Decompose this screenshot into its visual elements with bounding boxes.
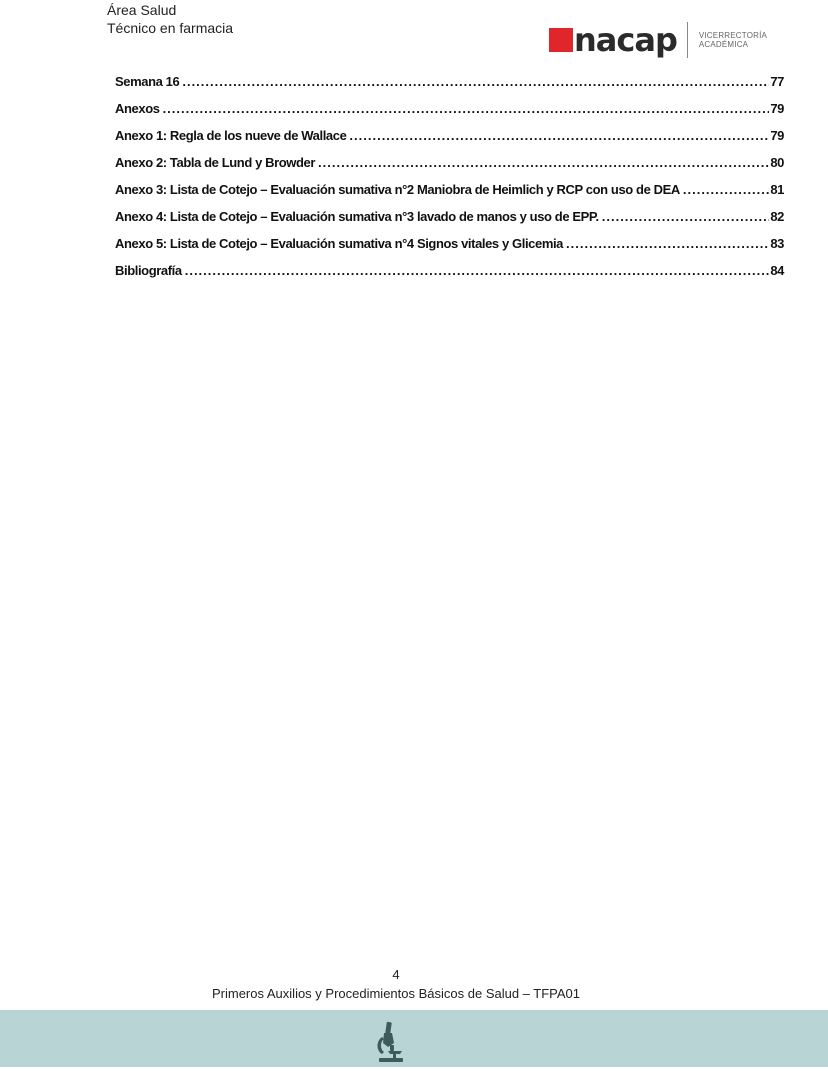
logo-divider [687,22,688,58]
toc-entry-page: 84 [770,263,784,278]
toc-entry[interactable] [115,236,784,263]
toc-entry-title: Anexos [115,101,160,116]
toc-entry[interactable] [115,263,784,290]
microscope-icon [374,1021,406,1063]
toc-entry-title: Anexo 1: Regla de los nueve de Wallace [115,128,347,143]
page-number: 4 [392,967,400,982]
toc-entry-title: Anexo 3: Lista de Cotejo – Evaluación sumativa n°2 Maniobra de Heimlich y RCP con uso de DEA [115,182,680,197]
program-label: Técnico en farmacia [107,20,234,36]
toc-entry-page: 81 [770,182,784,197]
toc-entry-title: Bibliografía [115,263,182,278]
toc-entry-title: Semana 16 [115,74,180,89]
toc-entry[interactable] [115,74,784,101]
toc-leader-dots [185,263,770,278]
inacap-logo [549,20,767,60]
footer-band [0,1010,828,1067]
toc-entry-page: 79 [770,128,784,143]
toc-leader-dots [602,209,770,224]
toc-entry-page: 77 [770,74,784,89]
toc-entry[interactable] [115,155,784,182]
toc-leader-dots [683,182,769,197]
toc-entry[interactable] [115,209,784,236]
document-header [107,1,233,37]
toc-entry-page: 80 [770,155,784,170]
toc-entry[interactable] [115,182,784,209]
toc-leader-dots [349,128,769,143]
toc-entry-page: 83 [770,236,784,251]
course-title: Primeros Auxilios y Procedimientos Básicos de Salud – TFPA01 [211,986,581,1001]
toc-entry-title: Anexo 2: Tabla de Lund y Browder [115,155,316,170]
logo-subtitle [699,31,767,49]
logo-subtitle-line1: VICERRECTORÍA [698,31,768,40]
toc-leader-dots [318,155,769,170]
toc-leader-dots [163,101,770,116]
logo-subtitle-line2: ACADÉMICA [698,40,749,49]
toc-entry[interactable] [115,101,784,128]
toc-entry-title: Anexo 5: Lista de Cotejo – Evaluación sumativa n°4 Signos vitales y Glicemia [115,236,564,251]
toc-leader-dots [182,74,769,89]
toc-entry-page: 82 [770,209,784,224]
logo-red-block-icon [549,28,573,52]
logo-wordmark: nacap [574,21,677,59]
table-of-contents [115,74,784,290]
area-label: Área Salud [107,2,177,18]
toc-entry-page: 79 [770,101,784,116]
toc-entry-title: Anexo 4: Lista de Cotejo – Evaluación sumativa n°3 lavado de manos y uso de EPP. [115,209,599,224]
toc-leader-dots [566,236,769,251]
toc-entry[interactable] [115,128,784,155]
logo-mark [549,23,677,57]
